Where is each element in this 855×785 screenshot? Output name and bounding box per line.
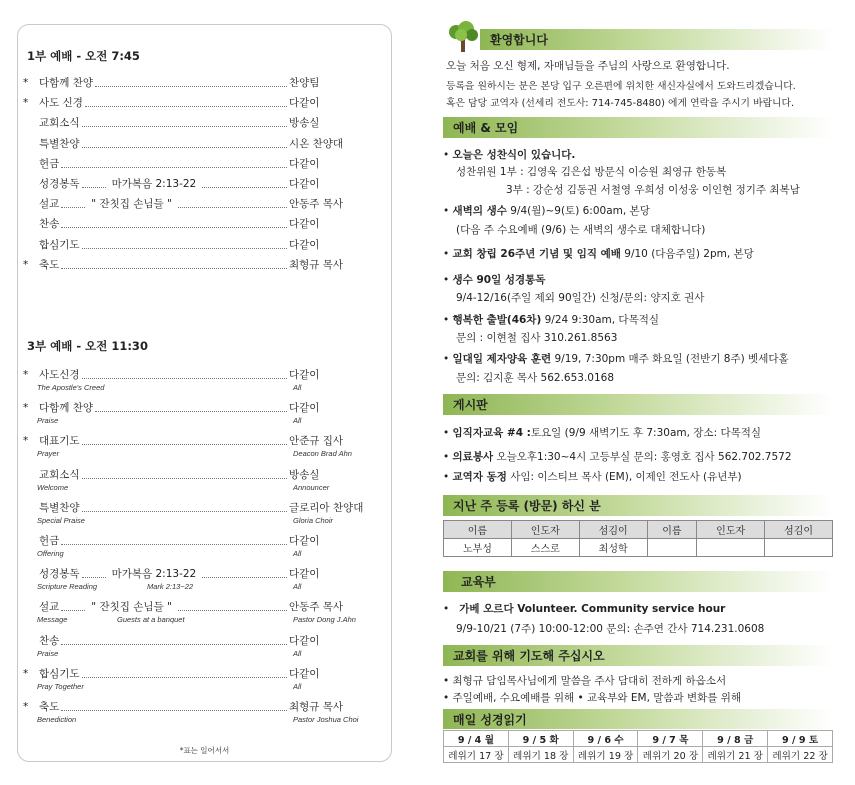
order-row (21, 634, 371, 648)
prayer-item2: • 주일예배, 수요예배를 위해 • 교육부와 EM, 말씀과 변화를 위해 (443, 692, 742, 704)
order-row (21, 137, 371, 151)
order-leader: 다같이 (289, 568, 320, 581)
order-item-english: Message (37, 615, 68, 625)
bible-day-cell: 9 / 9 토 (768, 731, 833, 747)
communion-line2: 3부 : 강순성 김동권 서철영 우희성 이성웅 이인현 정기주 최복남 (506, 184, 800, 196)
order-detail: 마가복음 2:13-22 (111, 178, 197, 190)
order-leader: 다같이 (289, 634, 320, 647)
bible90-title: 생수 90일 성경통독 (452, 274, 546, 286)
welcome-header: 환영합니다 (480, 29, 833, 50)
board-header: 게시판 (443, 394, 833, 415)
discipleship-title: 일대일 제자양육 훈련 (452, 353, 552, 365)
order-item: 축도 (39, 258, 60, 271)
order-leader: 다같이 (289, 218, 320, 231)
registration-header-row (444, 521, 833, 539)
order-item: 성경봉독 (39, 178, 80, 190)
education-header (443, 571, 833, 592)
order-leader: 다같이 (289, 535, 320, 547)
discipleship-line2: 문의: 김지훈 목사 562.653.0168 (456, 372, 615, 384)
order-row (21, 157, 371, 171)
prayer-header: 교회를 위해 기도해 주십시오 (443, 645, 833, 666)
education-title: 교육부 (461, 575, 496, 589)
bible-chapter-cell: 레위기 18 장 (508, 747, 573, 763)
order-row-english (37, 449, 371, 460)
order-leader: 다같이 (289, 402, 320, 415)
order-row (21, 600, 371, 614)
order-leader-english: All (293, 681, 302, 691)
board-education-detail: 토요일 (9/9 새벽기도 후 7:30am, 장소: 다목적실 (530, 427, 762, 439)
order-row-english (37, 682, 371, 693)
registration-header-cell: 이름 (647, 521, 697, 539)
order-leader: 다같이 (289, 369, 320, 381)
bible-reading-table (443, 730, 833, 763)
registration-header-cell: 섬김이 (765, 521, 833, 539)
order-leader-english: Pastor Dong J.Ahn (293, 615, 356, 625)
order-leader-english: All (293, 416, 302, 426)
order-leader-english: Pastor Joshua Choi (293, 715, 359, 724)
order-row (21, 238, 371, 252)
order-item: 특별찬양 (39, 137, 80, 150)
order-item: 축도 (39, 701, 60, 713)
order-item: 설교 (39, 601, 60, 614)
prayer-item1: • 최형규 담임목사님에게 말씀을 주사 담대히 전하게 하옵소서 (443, 675, 727, 687)
order-leader: 다같이 (289, 178, 320, 190)
order-row (21, 368, 371, 382)
worship-item-bible90: • 생수 90일 성경통독 (443, 274, 546, 286)
order-item: 사도 신경 (39, 97, 83, 110)
order-detail-english: Mark 2:13~22 (147, 582, 194, 592)
bible-day-cell: 9 / 7 목 (638, 731, 703, 747)
board-medical-detail: 오늘오후1:30~4시 고등부실 문의: 홍영호 집사 562.702.7572 (493, 451, 792, 463)
order-item: 성경봉독 (39, 568, 80, 581)
bible-chapter-cell: 레위기 22 장 (768, 747, 833, 763)
bible-reading-header: 매일 성경읽기 (443, 709, 833, 729)
dawn-detail: 9/4(월)~9(토) 6:00am, 본당 (506, 205, 650, 217)
standing-marker: * (23, 97, 29, 110)
order-leader: 방송실 (289, 117, 320, 130)
order-item: 찬송 (39, 218, 60, 231)
order-item-english: The Apostle's Creed (37, 383, 105, 392)
order-item-english: Pray Together (37, 681, 84, 691)
worship-item-discipleship: • 일대일 제자양육 훈련 9/19, 7:30pm 매주 화요일 (전반기 8주) 벳세다홀 (443, 353, 789, 365)
order-item-english: Praise (37, 648, 59, 658)
order-item: 다함께 찬양 (39, 402, 94, 415)
registration-cell: 최성학 (579, 539, 647, 557)
order-row (21, 468, 371, 482)
order-item: 헌금 (39, 535, 60, 547)
order-leader: 다같이 (289, 238, 320, 251)
bible-day-cell: 9 / 6 수 (573, 731, 638, 747)
order-leader-english: Announcer (293, 482, 330, 492)
standing-marker: * (23, 402, 29, 415)
order-item-english: Prayer (37, 449, 60, 459)
registration-header-cell: 인도자 (511, 521, 579, 539)
bible-chapters-row (444, 747, 833, 763)
service3-title: 3부 예배 - 오전 11:30 (27, 339, 148, 353)
order-leader-english: Deacon Brad Ahn (293, 449, 352, 459)
order-row (21, 534, 371, 548)
order-leader: 안준규 집사 (289, 435, 344, 448)
bible-chapter-cell: 레위기 19 장 (573, 747, 638, 763)
order-item-english: Praise (37, 416, 59, 426)
registration-cell (765, 539, 833, 557)
registration-header: 지난 주 등록 (방문) 하신 분 (443, 495, 833, 516)
order-row (21, 434, 371, 448)
order-item: 찬송 (39, 634, 60, 647)
order-detail: 마가복음 2:13-22 (111, 568, 197, 581)
registration-cell: 노부성 (444, 539, 512, 557)
order-item-english: Special Praise (37, 515, 85, 525)
standing-marker: * (23, 667, 29, 680)
happy-start-line2: 문의 : 이현철 집사 310.261.8563 (456, 332, 618, 344)
order-row (21, 217, 371, 231)
order-row (21, 700, 371, 714)
prayer-line1: 최형규 담임목사님에게 말씀을 주사 담대히 전하게 하옵소서 (452, 675, 727, 687)
bible-chapter-cell: 레위기 20 장 (638, 747, 703, 763)
order-leader-english: All (293, 648, 302, 658)
standing-marker: * (23, 77, 29, 89)
order-row (21, 197, 371, 211)
order-item: 사도신경 (39, 369, 80, 381)
order-item-english: Welcome (37, 482, 69, 492)
standing-marker: * (23, 369, 29, 381)
footnote: *표는 일어서서 (179, 746, 230, 755)
order-item-english: Scripture Reading (37, 582, 98, 592)
order-row-english (37, 549, 371, 560)
registration-cell (697, 539, 765, 557)
board-item-medical: • 의료봉사 오늘오후1:30~4시 고등부실 문의: 홍영호 집사 562.702.7572 (443, 451, 792, 463)
order-item: 대표기도 (39, 435, 80, 448)
welcome-line2: 등록을 원하시는 분은 본당 입구 오른편에 위치한 새신자실에서 도와드리겠습니다. (446, 81, 796, 92)
tree-icon (446, 20, 480, 54)
order-leader: 다같이 (289, 157, 320, 170)
registration-cell (647, 539, 697, 557)
order-item: 특별찬양 (39, 501, 80, 514)
order-row (21, 96, 371, 110)
bible-day-cell: 9 / 8 금 (703, 731, 768, 747)
order-row (21, 258, 371, 272)
order-leader: 찬양팀 (289, 77, 320, 89)
worship-item-happy-start: • 행복한 출발(46차) 9/24 9:30am, 다목적실 (443, 314, 660, 326)
order-leader-english: All (293, 549, 302, 558)
order-row (21, 177, 371, 191)
welcome-line1: 오늘 처음 오신 형제, 자매님들을 주님의 사랑으로 환영합니다. (446, 60, 730, 72)
order-row-english (37, 715, 371, 726)
order-item: 합심기도 (39, 667, 80, 680)
anniversary-detail: 9/10 (다음주일) 2pm, 본당 (620, 248, 754, 260)
order-row-english (37, 649, 371, 660)
order-item: 다함께 찬양 (39, 77, 94, 89)
bible-chapter-cell: 레위기 21 장 (703, 747, 768, 763)
order-row (21, 76, 371, 90)
order-row-english (37, 582, 371, 593)
order-row (21, 567, 371, 581)
order-leader: 안동주 목사 (289, 601, 344, 614)
standing-marker: * (23, 435, 29, 448)
order-detail: " 잔칫집 손님들 " (91, 601, 172, 614)
bible-day-cell: 9 / 5 화 (508, 731, 573, 747)
worship-header: 예배 & 모임 (443, 117, 833, 138)
happy-start-detail: 9/24 9:30am, 다목적실 (541, 314, 660, 326)
order-leader: 다같이 (289, 667, 320, 680)
board-education-title: 임직자교육 #4 : (452, 427, 531, 439)
education-line2: 9/9-10/21 (7주) 10:00-12:00 문의: 손주연 간사 714.231.0608 (456, 623, 765, 635)
standing-marker: * (23, 258, 29, 271)
order-row (21, 667, 371, 681)
board-staff-detail: 사임: 이스티브 목사 (EM), 이제인 전도사 (유년부) (506, 471, 742, 483)
registration-header-cell: 이름 (444, 521, 512, 539)
communion-line1: 성찬위원 1부 : 김영욱 김은섭 방문식 이승원 최영규 한동복 (456, 166, 727, 178)
dawn-title: 새벽의 생수 (452, 205, 507, 217)
order-item: 합심기도 (39, 238, 80, 251)
registration-header-cell: 인도자 (697, 521, 765, 539)
order-row (21, 401, 371, 415)
order-detail: " 잔칫집 손님들 " (91, 198, 172, 211)
order-row (21, 116, 371, 130)
order-leader-english: All (293, 582, 302, 592)
order-leader: 방송실 (289, 468, 320, 481)
order-row-english (37, 516, 371, 527)
order-item: 설교 (39, 198, 60, 211)
discipleship-detail: 9/19, 7:30pm 매주 화요일 (전반기 8주) 벳세다홀 (551, 353, 789, 365)
worship-item-anniversary: • 교회 창립 26주년 기념 및 임직 예배 9/10 (다음주일) 2pm, 본당 (443, 248, 754, 260)
worship-item-communion: • 오늘은 성찬식이 있습니다. (443, 149, 576, 161)
order-item-english: Benediction (37, 715, 77, 724)
bible90-line2: 9/4-12/16(주일 제외 90일간) 신청/문의: 양지호 권사 (456, 292, 705, 304)
prayer-line2: 주일예배, 수요예배를 위해 • 교육부와 EM, 말씀과 변화를 위해 (452, 692, 742, 704)
order-leader: 시온 찬양대 (289, 137, 344, 150)
registration-table (443, 520, 833, 557)
welcome-line3: 혹은 담당 교역자 (선세리 전도사: 714-745-8480) 에게 연락을 주시기 바랍니다. (446, 98, 795, 109)
order-row (21, 501, 371, 515)
order-leader: 최형규 목사 (289, 258, 344, 271)
order-row-english (37, 416, 371, 427)
order-leader: 안동주 목사 (289, 198, 344, 211)
bible-day-cell: 9 / 4 월 (444, 731, 509, 747)
anniversary-title: 교회 창립 26주년 기념 및 임직 예배 (452, 248, 621, 260)
registration-header-cell: 섬김이 (579, 521, 647, 539)
board-item-education: • 임직자교육 #4 :토요일 (9/9 새벽기도 후 7:30am, 장소: 다목적실 (443, 427, 762, 439)
standing-marker: * (23, 701, 29, 713)
order-item: 헌금 (39, 157, 60, 170)
education-item: • 가베 오르다 Volunteer. Community service hour (443, 603, 726, 615)
service1-title: 1부 예배 - 오전 7:45 (27, 49, 140, 63)
communion-title: 오늘은 성찬식이 있습니다. (452, 149, 576, 161)
order-row-english (37, 383, 371, 394)
education-line1: 가베 오르다 Volunteer. Community service hour (459, 603, 726, 615)
bible-days-row (444, 731, 833, 747)
order-leader: 다같이 (289, 97, 320, 110)
order-leader-english: All (293, 383, 302, 392)
order-row-english (37, 615, 371, 626)
bible-chapter-cell: 레위기 17 장 (444, 747, 509, 763)
worship-item-dawn: • 새벽의 생수 9/4(월)~9(토) 6:00am, 본당 (443, 205, 650, 217)
order-row-english (37, 483, 371, 494)
order-leader: 최형규 목사 (289, 701, 344, 713)
board-item-staff: • 교역자 동정 사임: 이스티브 목사 (EM), 이제인 전도사 (유년부) (443, 471, 742, 483)
board-medical-title: 의료봉사 (452, 451, 494, 463)
order-leader: 글로리아 찬양대 (289, 501, 364, 514)
dawn-line2: (다음 주 수요예배 (9/6) 는 새벽의 생수로 대체합니다) (456, 224, 706, 236)
order-detail-english: Guests at a banquet (117, 615, 185, 625)
order-item-english: Offering (37, 549, 64, 558)
board-staff-title: 교역자 동정 (452, 471, 507, 483)
registration-cell: 스스로 (511, 539, 579, 557)
order-leader-english: Gloria Choir (293, 515, 334, 525)
order-item: 교회소식 (39, 117, 80, 130)
happy-start-title: 행복한 출발(46차) (452, 314, 542, 326)
order-item: 교회소식 (39, 468, 80, 481)
registration-row (444, 539, 833, 557)
